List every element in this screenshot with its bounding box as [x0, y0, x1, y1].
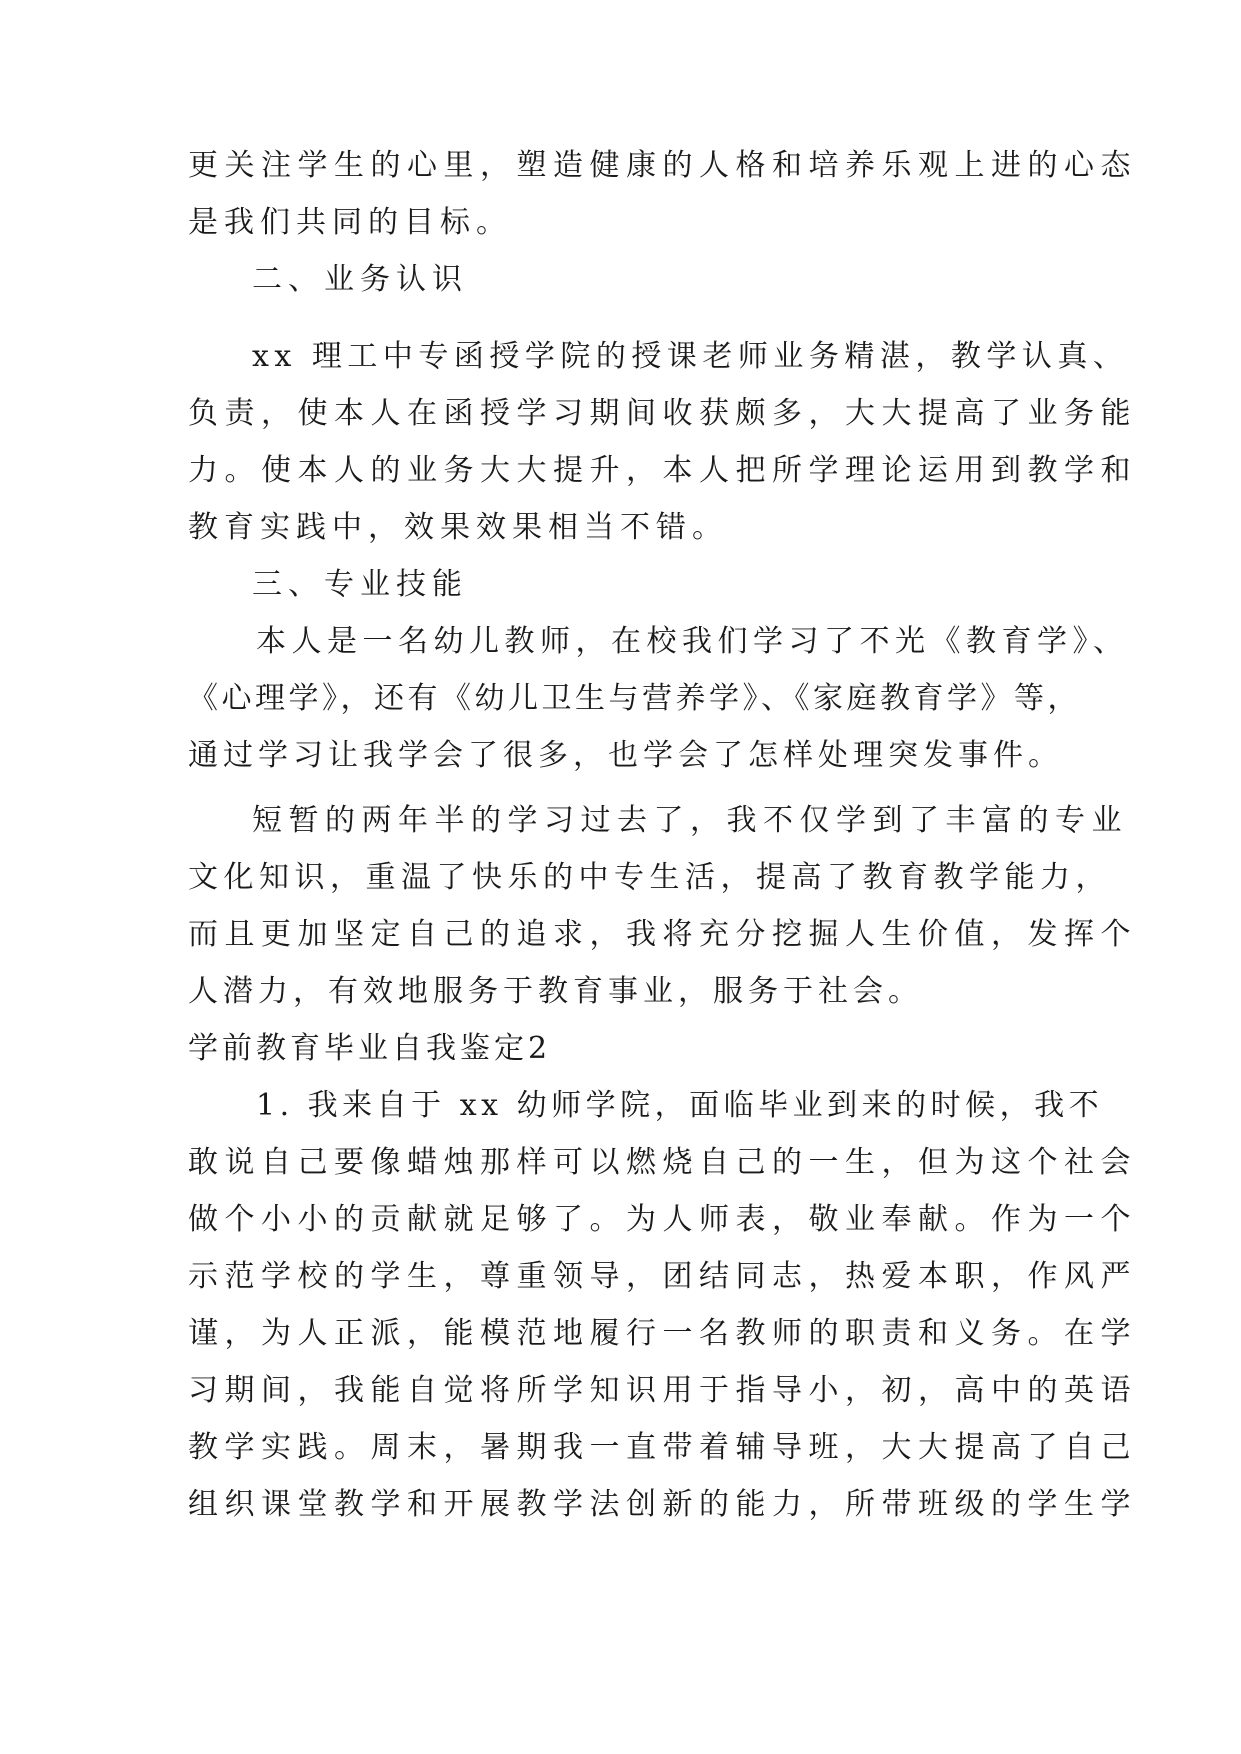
paragraph-line: 谨，为人正派，能模范地履行一名教师的职责和义务。在学: [188, 1316, 1137, 1351]
paragraph-line: 做个小小的贡献就足够了。为人师表，敬业奉献。作为一个: [188, 1202, 1137, 1237]
paragraph-line: 而且更加坚定自己的追求，我将充分挖掘人生价值，发挥个: [188, 917, 1137, 952]
paragraph-line: 教育实践中，效果效果相当不错。: [188, 510, 728, 545]
paragraph-line: 本人是一名幼儿教师，在校我们学习了不光《教育学》、: [256, 624, 1129, 659]
paragraph-line: 示范学校的学生，尊重领导，团结同志，热爱本职，作风严: [188, 1259, 1137, 1294]
paragraph-line: 力。使本人的业务大大提升，本人把所学理论运用到教学和: [188, 453, 1137, 488]
paragraph-line: 组织课堂教学和开展教学法创新的能力，所带班级的学生学: [188, 1487, 1137, 1522]
paragraph-line: xx 理工中专函授学院的授课老师业务精湛，教学认真、: [252, 339, 1129, 374]
section-heading: 三、专业技能: [252, 567, 468, 602]
paragraph-line: 文化知识，重温了快乐的中专生活，提高了教育教学能力，: [188, 860, 1111, 895]
paragraph-line: 《心理学》，还有《幼儿卫生与营养学》、《家庭教育学》等，: [188, 681, 1081, 716]
paragraph-line: 习期间，我能自觉将所学知识用于指导小，初，高中的英语: [188, 1373, 1137, 1408]
paragraph-line: 敢说自己要像蜡烛那样可以燃烧自己的一生，但为这个社会: [188, 1145, 1137, 1180]
paragraph-line: 负责，使本人在函授学习期间收获颇多，大大提高了业务能: [188, 396, 1137, 431]
paragraph-line: 更关注学生的心里，塑造健康的人格和培养乐观上进的心态: [188, 148, 1137, 183]
section-heading: 二、业务认识: [252, 262, 468, 297]
paragraph-line: 人潜力，有效地服务于教育事业，服务于社会。: [188, 974, 923, 1009]
paragraph-line: 教学实践。周末，暑期我一直带着辅导班，大大提高了自己: [188, 1430, 1137, 1465]
paragraph-line: 1. 我来自于 xx 幼师学院，面临毕业到来的时候，我不: [256, 1088, 1104, 1123]
paragraph-line: 通过学习让我学会了很多，也学会了怎样处理突发事件。: [188, 738, 1063, 773]
paragraph-line: 短暂的两年半的学习过去了，我不仅学到了丰富的专业: [252, 803, 1128, 838]
paragraph-line: 是我们共同的目标。: [188, 205, 512, 240]
section-title: 学前教育毕业自我鉴定2: [188, 1031, 552, 1066]
